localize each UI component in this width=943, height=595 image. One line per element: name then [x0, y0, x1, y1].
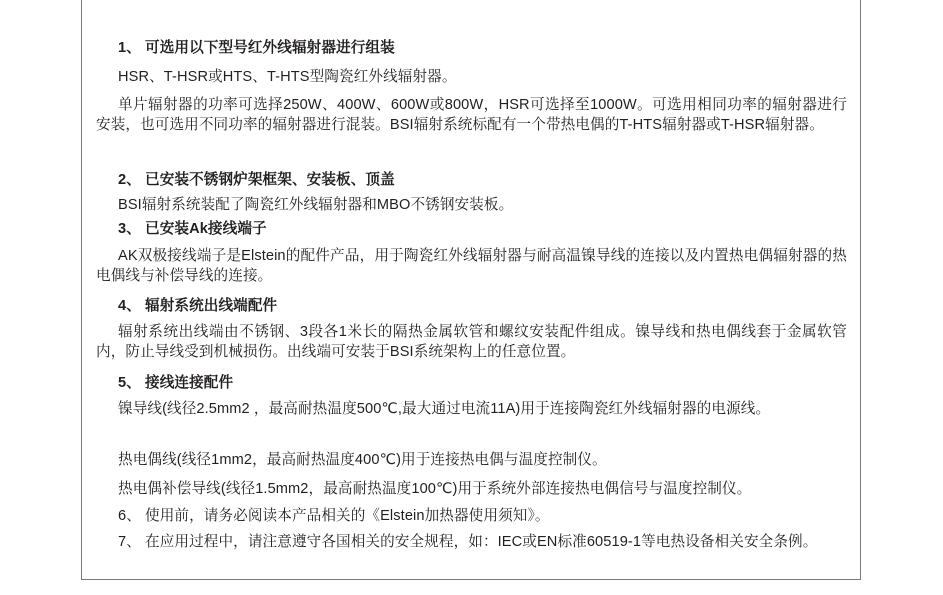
section-title: 可选用以下型号红外线辐射器进行组装 [145, 40, 395, 56]
section-2-heading [118, 170, 869, 190]
section-title: 辐射系统出线端配件 [145, 298, 278, 314]
section-title: 已安装Ak接线端子 [145, 221, 267, 237]
paragraph: 辐射系统出线端由不锈钢、3段各1米长的隔热金属软管和螺纹安装配件组成。镍导线和热电偶线套于金属软管内，防止导线受到机械损伤。出线端可安装于BSI系统架构上的任意位置。 [96, 324, 847, 360]
paragraph: 热电偶线(线径1mm2，最高耐热温度400℃)用于连接热电偶与温度控制仪。 [118, 452, 607, 468]
paragraph: 镍导线(线径2.5mm2 ，最高耐热温度500℃,最大通过电流11A)用于连接陶瓷红外线辐射器的电源线。 [118, 401, 771, 417]
section-number: 5、 [118, 375, 141, 391]
note-number: 7、 [118, 534, 141, 550]
section-number: 1、 [118, 40, 141, 56]
note-7 [96, 532, 847, 552]
note-text: 在应用过程中，请注意遵守各国相关的安全规程，如：IEC或EN标准60519-1等电热设备相关安全条例。 [145, 534, 818, 550]
section-1-heading [118, 38, 869, 58]
paragraph: 热电偶补偿导线(线径1.5mm2，最高耐热温度100℃)用于系统外部连接热电偶信号与温度控制仪。 [118, 481, 752, 497]
section-4-heading [118, 296, 869, 316]
section-number: 3、 [118, 221, 141, 237]
section-title: 已安装不锈钢炉架框架、安装板、顶盖 [145, 172, 395, 188]
section-number: 4、 [118, 298, 141, 314]
note-number: 6、 [118, 508, 141, 524]
paragraph: 单片辐射器的功率可选择250W、400W、600W或800W，HSR可选择至1000W。可选用相同功率的辐射器进行安装，也可选用不同功率的辐射器进行混装。BSI辐射系统标配有一个带热电偶的T-HTS辐射器或T-HSR辐射器。 [96, 97, 847, 133]
paragraph: HSR、T-HSR或HTS、T-HTS型陶瓷红外线辐射器。 [118, 69, 457, 85]
section-3-heading [118, 219, 869, 239]
section-5-heading [118, 373, 869, 393]
section-title: 接线连接配件 [145, 375, 234, 391]
paragraph: BSI辐射系统装配了陶瓷红外线辐射器和MBO不锈钢安装板。 [118, 197, 514, 213]
section-number: 2、 [118, 172, 141, 188]
note-6 [96, 506, 847, 526]
paragraph: AK双极接线端子是Elstein的配件产品，用于陶瓷红外线辐射器与耐高温镍导线的连接以及内置热电偶辐射器的热电偶线与补偿导线的连接。 [96, 248, 847, 284]
note-text: 使用前，请务必阅读本产品相关的《Elstein加热器使用须知》。 [145, 508, 550, 524]
